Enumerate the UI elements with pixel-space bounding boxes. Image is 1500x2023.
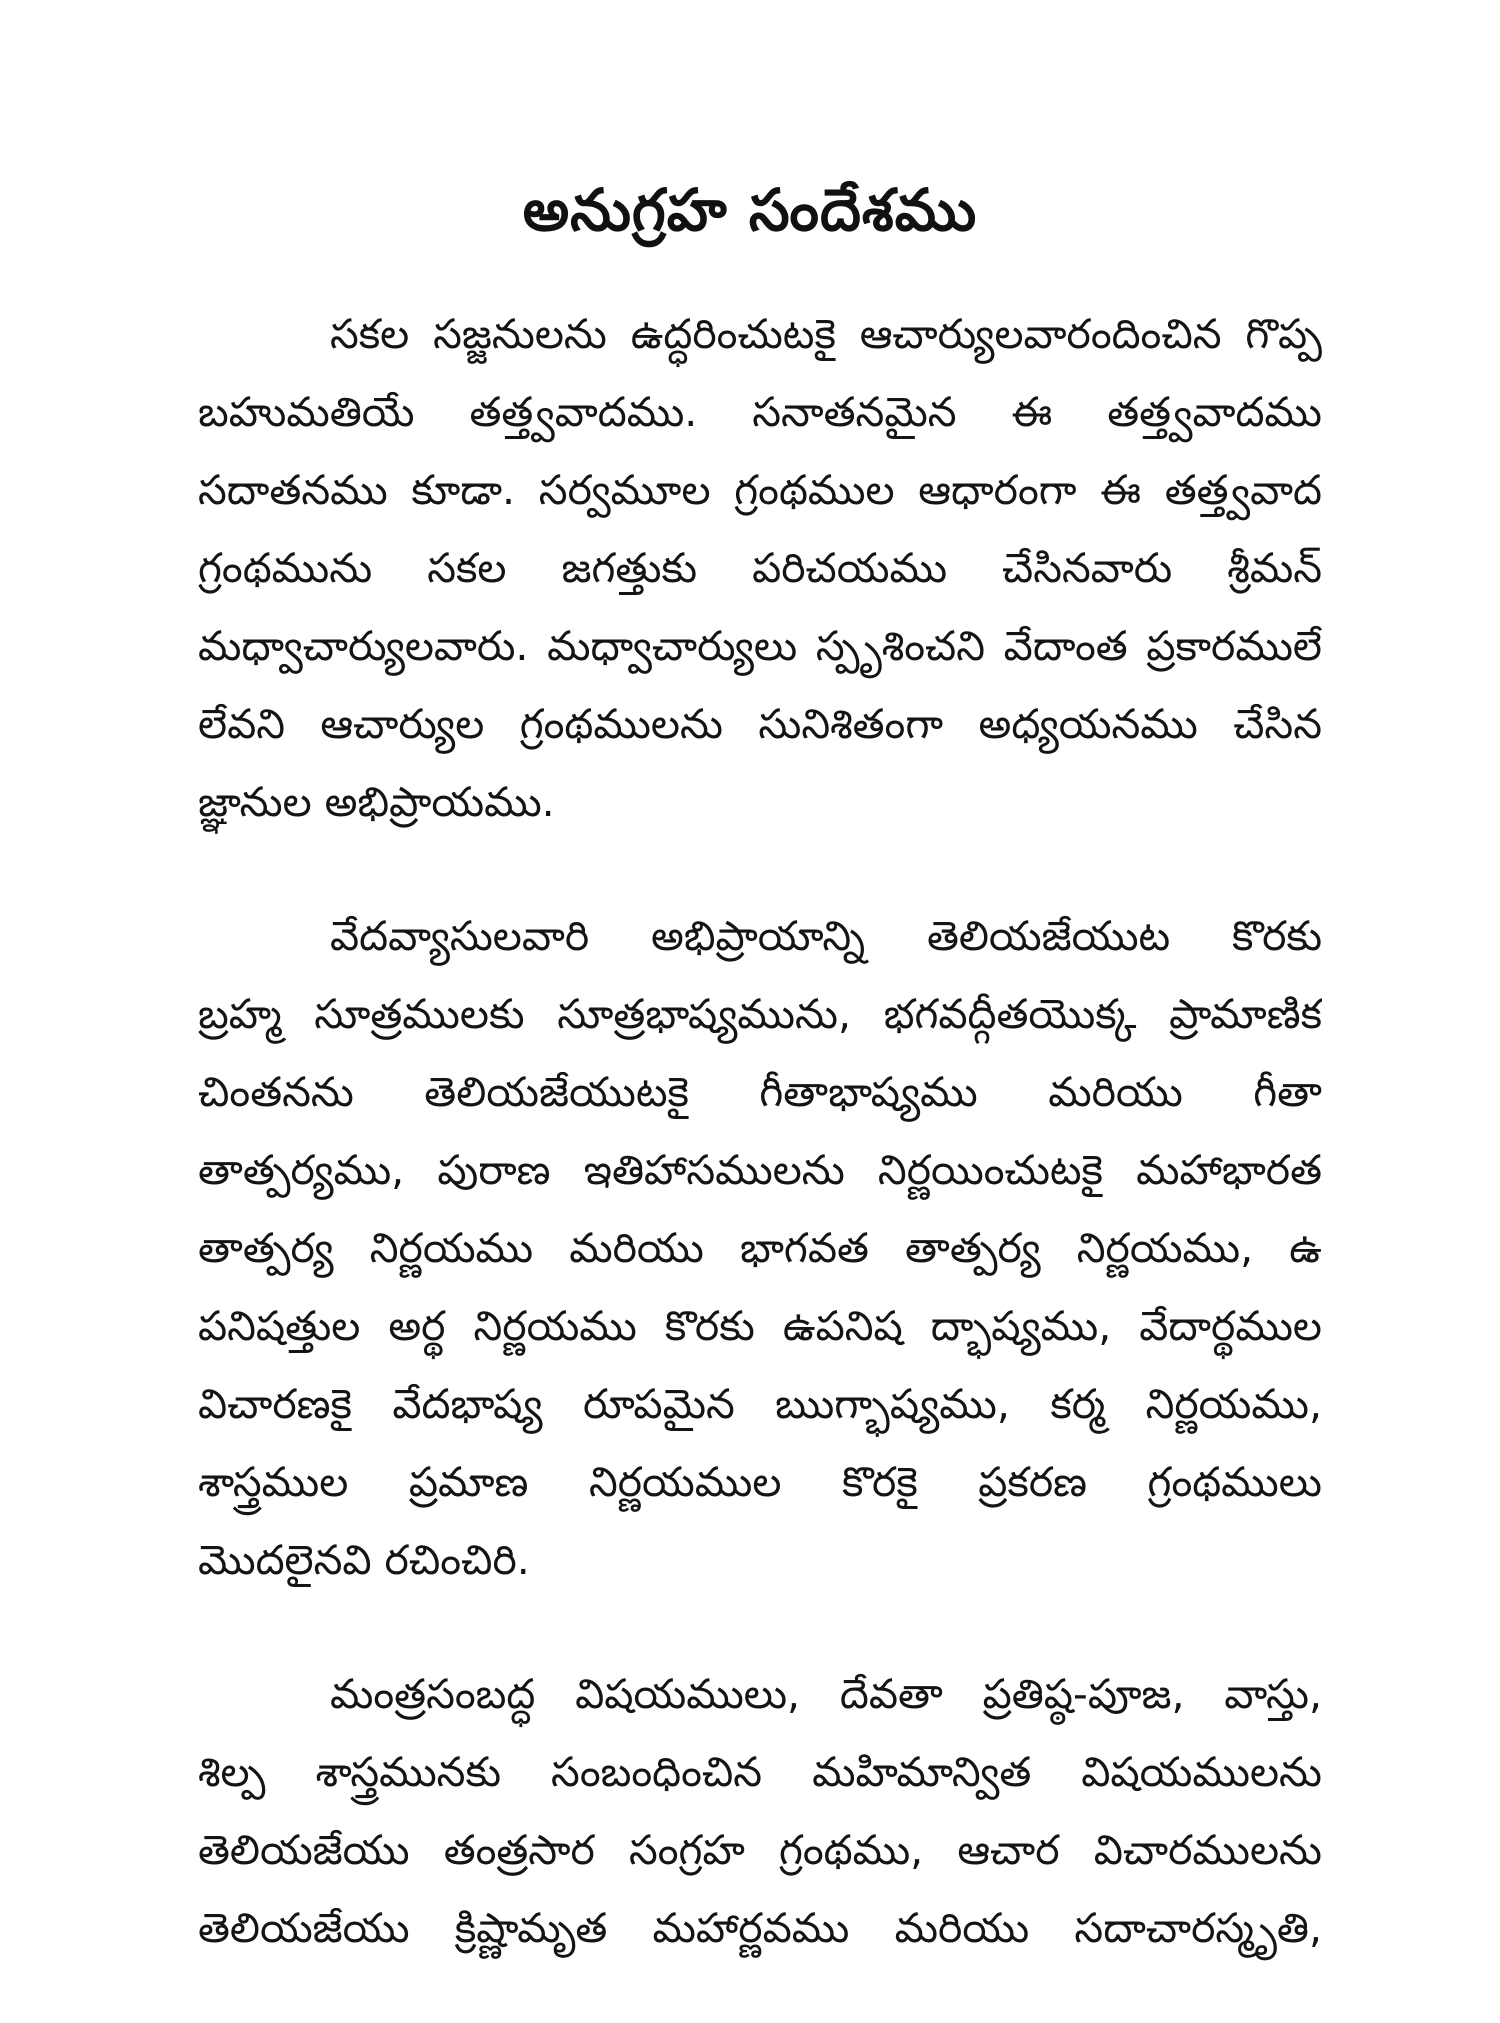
paragraph-1 xyxy=(198,295,1322,841)
text-line: తాత్పర్య నిర్ణయము మరియు భాగవత తాత్పర్య నిర్ణయము, ఉ xyxy=(198,1224,1322,1272)
text-line: తాత్పర్యము, పురాణ ఇతిహాసములను నిర్ణయించుటకై మహాభారత xyxy=(198,1146,1322,1194)
text-line: పనిషత్తుల అర్థ నిర్ణయము కొరకు ఉపనిష ద్భాష్యము, వేదార్థముల xyxy=(198,1302,1322,1350)
paragraph-2 xyxy=(198,897,1322,1599)
text-line: మొదలైనవి రచించిరి. xyxy=(198,1536,530,1584)
text-line: బహుమతియే తత్త్వవాదము. సనాతనమైన ఈ తత్త్వవాదము xyxy=(198,388,1322,436)
text-line: మంత్రసంబద్ధ విషయములు, దేవతా ప్రతిష్ఠ-పూజ, వాస్తు, xyxy=(330,1670,1322,1718)
text-line: జ్ఞానుల అభిప్రాయము. xyxy=(198,778,555,826)
text-line: తెలియజేయు క్రిష్ణామృత మహార్ణవము మరియు సదాచారస్మృతి, xyxy=(198,1904,1322,1952)
page-title: అనుగ్రహ సందేశము xyxy=(522,176,978,244)
text-line: విచారణకై వేదభాష్య రూపమైన ఋగ్భాష్యము, కర్మ నిర్ణయము, xyxy=(198,1380,1322,1428)
text-line: సకల సజ్జనులను ఉద్ధరించుటకై ఆచార్యులవారందించిన గొప్ప xyxy=(330,310,1322,358)
text-line: సదాతనము కూడా. సర్వమూల గ్రంథముల ఆధారంగా ఈ తత్త్వవాద xyxy=(198,466,1322,514)
text-line: గ్రంథమును సకల జగత్తుకు పరిచయము చేసినవారు శ్రీమన్ xyxy=(198,544,1322,592)
text-line: చింతనను తెలియజేయుటకై గీతాభాష్యము మరియు గీతా xyxy=(198,1068,1322,1116)
text-line: తెలియజేయు తంత్రసార సంగ్రహ గ్రంథము, ఆచార విచారములను xyxy=(198,1826,1322,1874)
paragraph-3 xyxy=(198,1655,1322,1967)
text-line: మధ్వాచార్యులవారు. మధ్వాచార్యులు స్పృశించని వేదాంత ప్రకారములే xyxy=(198,622,1322,670)
text-line: శాస్త్రముల ప్రమాణ నిర్ణయముల కొరకై ప్రకరణ గ్రంథములు xyxy=(198,1458,1322,1506)
text-line: లేవని ఆచార్యుల గ్రంథములను సునిశితంగా అధ్యయనము చేసిన xyxy=(198,700,1322,748)
text-line: బ్రహ్మ సూత్రములకు సూత్రభాష్యమును, భగవద్గీతయొక్క ప్రామాణిక xyxy=(198,990,1322,1038)
document-body xyxy=(198,295,1322,2023)
text-line: వేదవ్యాసులవారి అభిప్రాయాన్ని తెలియజేయుట కొరకు xyxy=(330,912,1322,960)
text-line: శిల్ప శాస్త్రమునకు సంబంధించిన మహిమాన్విత విషయములను xyxy=(198,1748,1322,1796)
